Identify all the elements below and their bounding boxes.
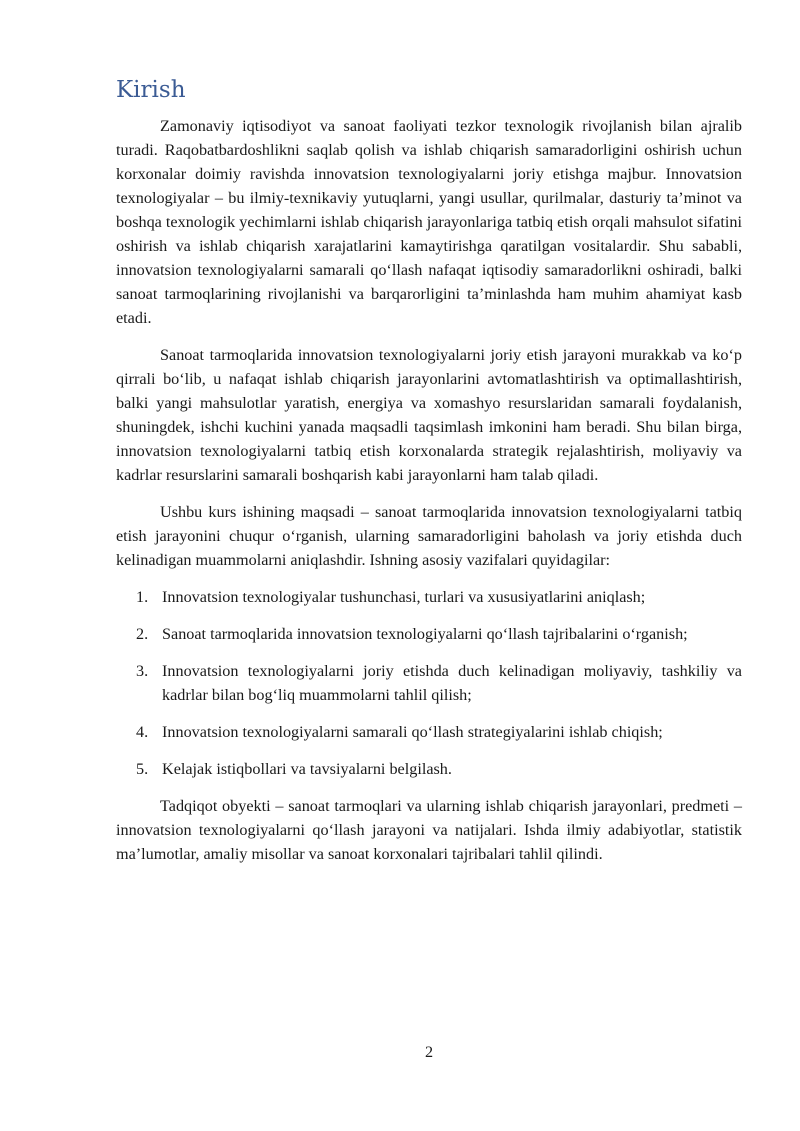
list-item-number: 4. (136, 723, 149, 741)
list-item-text: Innovatsion texnologiyalarni joriy etishda duch kelinadigan moliyaviy, tashkiliy va kadrlar bilan bog‘liq muammolarni tahlil qilish; (162, 662, 742, 704)
list-item-text: Kelajak istiqbollari va tavsiyalarni belgilash. (162, 760, 452, 778)
list-item-number: 1. (136, 588, 149, 606)
document-page (116, 74, 742, 879)
list-item-text: Sanoat tarmoqlarida innovatsion texnologiyalarni qo‘llash tajribalarini o‘rganish; (162, 625, 688, 643)
list-item (116, 757, 742, 781)
list-item (116, 622, 742, 646)
paragraph-intro-3: Ushbu kurs ishining maqsadi – sanoat tarmoqlarida innovatsion texnologiyalarni tatbiq etish jarayonini chuqur o‘rganish, ularning samaradorligini baholash va joriy etishda duch kelinadigan muammolarni aniqlashdir. Ishning asosiy vazifalari quyidagilar: (116, 503, 742, 569)
list-item (116, 720, 742, 744)
list-item-text: Innovatsion texnologiyalar tushunchasi, turlari va xususiyatlarini aniqlash; (162, 588, 646, 606)
list-item-number: 3. (136, 662, 149, 680)
list-item (116, 585, 742, 609)
list-item (116, 659, 742, 707)
list-item-number: 2. (136, 625, 149, 643)
paragraph-intro-1: Zamonaviy iqtisodiyot va sanoat faoliyati tezkor texnologik rivojlanish bilan ajralib turadi. Raqobatbardoshlikni saqlab qolish va ishlab chiqarish samaradorligini oshirish uchun korxonalar doimiy ravishda innovatsion texnologiyalarni joriy etishga majbur. Innovatsion texnologiyalar – bu ilmiy-texnikaviy yutuqlarni, yangi usullar, qurilmalar, dasturiy ta’minot va boshqa texnologik yechimlarni ishlab chiqarish jarayonlariga tatbiq etish orqali mahsulot sifatini oshirish va ishlab chiqarish xarajatlarini kamaytirishga qaratilgan vositalardir. Shu sababli, innovatsion texnologiyalarni samarali qo‘llash nafaqat iqtisodiy samaradorlikni oshiradi, balki sanoat tarmoqlarining rivojlanishi va barqarorligini ta’minlashda ham muhim ahamiyat kasb etadi. (116, 117, 742, 327)
paragraph-intro-2: Sanoat tarmoqlarida innovatsion texnologiyalarni joriy etish jarayoni murakkab va ko‘p qirrali bo‘lib, u nafaqat ishlab chiqarish jarayonlarini avtomatlashtirish va optimallashtirish, balki yangi mahsulotlar yaratish, energiya va xomashyo resurslaridan samarali foydalanish, shuningdek, ishchi kuchini yanada maqsadli taqsimlash imkonini ham beradi. Shu bilan birga, innovatsion texnologiyalarni tatbiq etish korxonalarda strategik rejalashtirish, moliyaviy va kadrlar resurslarini samarali boshqarish kabi jarayonlarni ham talab qiladi. (116, 346, 742, 484)
section-heading: Kirish (116, 77, 186, 103)
paragraph-final: Tadqiqot obyekti – sanoat tarmoqlari va ularning ishlab chiqarish jarayonlari, predmeti – innovatsion texnologiyalarni qo‘llash jarayoni va natijalari. Ishda ilmiy adabiyotlar, statistik ma’lumotlar, amaliy misollar va sanoat korxonalari tajribalari tahlil qilindi. (116, 797, 742, 863)
task-list (116, 585, 742, 781)
list-item-text: Innovatsion texnologiyalarni samarali qo‘llash strategiyalarini ishlab chiqish; (162, 723, 663, 741)
page-number: 2 (424, 1043, 434, 1061)
list-item-number: 5. (136, 760, 149, 778)
